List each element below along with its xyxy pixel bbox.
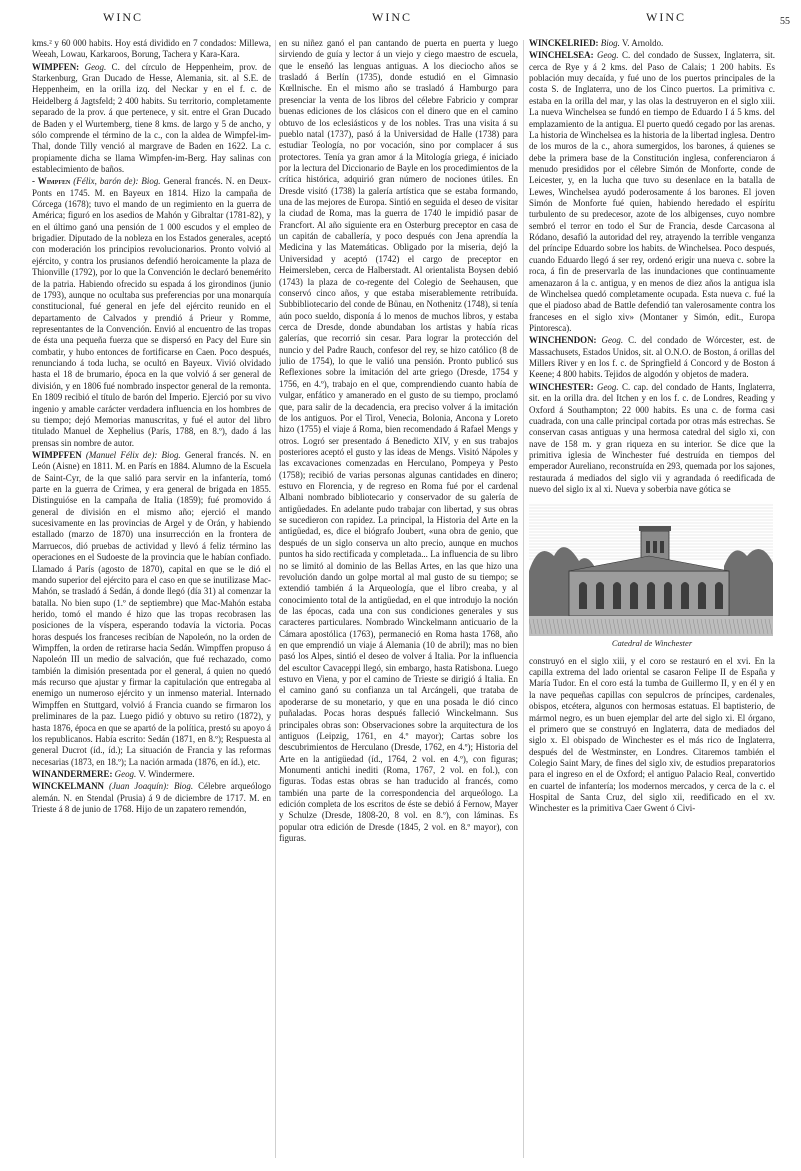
entry-headword: - Wimpfen	[32, 176, 71, 187]
column-left	[32, 38, 271, 1162]
entry-headword: WINCKELMANN	[32, 781, 104, 792]
entry-text: C. cap. del condado de Hants, Inglaterra, sit. en la orilla dra. del Itchen y en los f. c. de Londres, Reading y Oxford á Southampton; 22 000 habits. Es una c. de forma casi cuadrada, con una calle principal cortada por otras más estrechas. Se conservan casas antiguas y una hermosa catedral del siglo xi, con nave de 158 m. y gran riqueza en su interior. Se dice que la primitiva iglesia de Winchester fué destruída en tiempos del emperador Aureliano, reconstruída en 293, quemada por los sajones, restaurada á mediados del siglo vii y agrandada ó reedificada de nuevo del siglo ix al xi. Nueva y soberbia nave gótica se	[529, 381, 775, 495]
entry-text: kms.² y 60 000 habits. Hoy está dividido en 7 condados: Millewa, Weeah, Lowau, Karkaroos, Borung, Tachera y Kara-Kara.	[32, 38, 271, 60]
dictionary-entry	[32, 176, 271, 449]
column-rule	[523, 40, 524, 1158]
entry-headword: WIMPFFEN	[32, 449, 82, 460]
entry-headword: WINANDERMERE:	[32, 769, 113, 779]
dictionary-entry	[529, 50, 775, 334]
entry-category: (Félix, barón de): Biog.	[73, 176, 161, 187]
entry-text: General francés. N. en León (Aisne) en 1811. M. en París en 1884. Alumno de la Escuela de Saint-Cyr, de la que salió para servir en la infantería, tomó parte en la guerra de Crimea, y era general de brigada en 1855. Distinguióse en la campaña de Italia (1859); fué promovido á general de división en el mismo año; ejerció el mando sucesivamente en las provincias de Argel y de Orán, y habiendo estallado (marzo de 1870) una insurrección en la frontera de Marruecos, dió pruebas de actividad y llevó á feliz término las operaciones en el Sudoeste de la provincia que le habían confiado. Llamado á París (agosto de 1870), capital en que se le dió el mando superior del ejército para el caso en que se inutilizase Mac-Mahón, se trasladó á Sedán, á donde llegó (día 31) al comenzar la batalla. No bien supo (1.º de septiembre) que Mac-Mahón estaba herido, tomó el mando é hizo que las tropas recobrasen las posiciones de la víspera, esperando todavía la victoria. Pocas horas después los franceses recibían de Napoleón, no la orden de Wimpffen, la orden de retirarse hacia Sedán. Wimpffen propuso á Napoleón III un medio de salvación, que fué rechazado, como también la dimisión presentada por el general, á quien no quedó más recurso que ajustar y firmar la capitulación que entregaba al enemigo un numeroso ejército y un inmenso material. Internado Wimpffen en Stuttgard, volvió á Francia cuando se firmaron los preliminares de la paz. Luego pidió y obtuvo su retiro (1872), y hasta 1876, época en que se apartó de la política, prestó su apoyo á los republicanos. Había escrito: Sedán (1871, en 8.º); Respuesta al general Ducrot (íd., íd.); La situación de Francia y las reformas necesarias (1873, en 18.º); La nación armada (1876, en íd.), etc.	[32, 449, 271, 767]
figure	[529, 501, 773, 636]
column-right	[529, 38, 775, 1162]
dictionary-entry	[529, 335, 775, 380]
entry-continuation	[279, 38, 518, 845]
entry-headword: WINCHESTER:	[529, 381, 594, 392]
entry-continuation	[529, 656, 775, 815]
entry-text: en su niñez ganó el pan cantando de puerta en puerta y luego sirviendo de guía y lector á un viejo y ciego maestro de escuela, que le enseñó las lenguas antiguas. A los dieciocho años se trasladó á Berlín (1735), donde estudió en el Gimnasio Kœllnische. En el mismo año se trasladó á Hamburgo para presenciar la venta de los libros del célebre Fabricio y comprar buenas ediciones de los clásicos con el dinero que en el camino obtuvo de los eclesiásticos y de los nobles. Tras una visita á su pueblo natal (1737), pasó á la Universidad de Halle (1738) para estudiar Teología, no por vocación, sino por complacer á sus protectores. Tenía ya gran amor á la Mitología griega, é iniciado por la lectura del Diccionario de Bayle en los procedimientos de la crítica histórica, adquirió gran número de nociones útiles. En Dresde visitó (1738) la galería artística que se estaba formando, una de las mejores de Europa. Sintió en seguida el deseo de visitar la ciudad de Roma, mas la guerra de 1740 le impidió pasar de Francfort. Al año siguiente era en Osterburg preceptor en casa de un capitán de caballería, y poco después con Jena aprendía la Medicina y las Matemáticas. Obligado por la miseria, dejó la Universidad y aceptó (1742) el cargo de preceptor en Heimersleben, cerca de Halberstadt. Al orientalista Boysen debió (1743) la plaza de co-regente del Colegio de Seehausen, que conservó cinco años, y que estaba miserablemente retribuída. Subbibliotecario del conde de Bünau, en Nothenitz (1748), si tenía aún poco sueldo, disponía á lo menos de muchos libros, y estaba cerca de Dresde, donde abundaban los artistas y había ricas galerías, que recorrió sin cesar. Para lograr la protección del nuncio y del Padre Rauch, confesor del rey, se hizo católico (8 de julio de 1754), lo que le valió una pensión. Pronto publicó sus Reflexiones sobre la imitación del arte griego (Dresde, 1754 y 1756, en 4.º), trabajo en el que, comprendiendo cuanto había de vulgar, enfático y amanerado en el gusto de su tiempo, proclamó que, para salir de la decadencia, era preciso volver á la imitación de los antiguos. Por el Tirol, Venecia, Bolonia, Ancona y Loreto hizo (1755) el viaje á Roma, bien recomendado á Rafael Mengs y otros. Logró ser presentado á Benedicto XIV, y en sus trabajos posteriores aceptó el gusto y las ideas de Mengs. Visitó Nápoles y las excavaciones comenzadas en Herculano, Pompeya y Pesto (1758); recibió de varias personas algunas cantidades en dinero; estuvo en Florencia, y de regreso en Roma fué por el cardenal Albani nombrado bibliotecario y conservador de su galería de antigüedades. En adelante pudo trabajar con libertad, y sus obras se sucedieron con rapidez. La principal, la Historia del Arte en la antigüedad, es, dice el biógrafo Joubert, «una obra de genio, que después de un siglo conserva un alto precio, aunque en muchos puntos ha sido rectificada y completada... La influencia de su libro no se limitó al dominio de las Bellas Artes, en las que hizo una revolución dando un golpe mortal al mal gusto de su tiempo; se extendió también á la Arqueología, que el libro creaba, y al conocimiento total de la antigüedad, en el que introdujo la noción de las épocas, cada una con sus condiciones generales y sus caracteres particulares. Nombrado Winckelmann anticuario de la Cámara apostólica (1763), permaneció en Roma hasta 1768, año en que emprendió un viaje á Alemania (10 de abril); mas no bien pasó los Alpes, sintió el deseo de volver á Italia. Por la influencia del escultor Cavaceppi llegó, sin embargo, hasta Ratisbona. Luego estuvo en Viena, y por el camino de Trieste se dirigió á Italia. En el camino ganó su confianza un tal Arcángeli, que trataba de apoderarse de su monetario, y que en una posada le dió cinco puñaladas. Pocas horas después falleció Winckelmann. Sus principales obras son: Observaciones sobre la arquitectura de los antiguos (Leipzig, 1761, en 4.º mayor); Cartas sobre los descubrimientos de Herculano (Dresde, 1762, en 4.º); Historia del Arte en la antigüedad (íd., 1764, 2 vol. en 4.º), con figuras; Monumenti antichi inediti (Roma, 1767, 2 vol. en fol.), con figuras. Todas estas obras se han traducido al francés, como también una parte de la correspondencia del arqueólogo. La edición completa de los escritos de éste se debió á Fernow, Mayer y Schulze (Dresde, 1808-20, 8 vol. en 8.º), con láminas. Es popular otra edición de Dresde (1845, 2 vol. en 8.º mayor), con figuras.	[279, 38, 518, 844]
dictionary-entry	[529, 38, 775, 49]
page-number: 55	[780, 16, 790, 27]
entry-text: C. del círculo de Heppenheim, prov. de Starkenburg, Gran Ducado de Hesse, Alemania, sit. al S.E. de Heppenheim, en la orilla izq. del Neckar y en el f. c. de Heidelberg á Jagtsfeld; 2 400 habits. Su territorio, completamente separado de la prov. á que pertenece, y sit. entre el Gran Ducado de Baden y el Wurtemberg, tiene 8 kms. de largo y 5 de ancho, y sólo comprende el término de la c., con la aldea de Wimpfel-im-Thal, donde Tilly venció al margrave de Baden en 1622. La c. propiamente dicha se llama Wimpfen-im-Berg. Hay salinas con establecimiento de baños.	[32, 61, 271, 174]
entry-text: construyó en el siglo xiii, y el coro se restauró en el xvi. En la capilla extrema del lado oriental se casaron Felipe II de España y María Tudor. En el coro está la tumba de Guillermo II, y en él y en la nave pequeñas capillas con sepulcros de príncipes, cardenales, obispos, etcétera, algunos con hermosas estatuas. El baptisterio, de mármol negro, es un buen ejemplar del arte del siglo xi. El órgano, el primero que se construyó en Inglaterra, data de mediados del siglo x. El obispado de Winchester es el más rico de Inglaterra, después del de Westminster, en Londres. Citaremos también el Colegio Saint Mary, de fines del siglo xiv, de estudios preparatorios para el ingreso en el de Oxford; el antiguo Palacio Real, convertido en cuartel de infantería; los modernos mercados, y cerca de la c. el Hospital de Santa Cruz, del siglo xii, reedificado en el xv. Winchester es la primitiva Caer Gwent ó Civi-	[529, 655, 775, 814]
entry-category: Biog.	[600, 38, 620, 48]
dictionary-entry	[32, 450, 271, 768]
figure-caption: Catedral de Winchester	[611, 638, 693, 649]
running-head-left: WINC	[103, 10, 143, 24]
dictionary-entry	[32, 769, 271, 780]
dictionary-entry	[32, 62, 271, 176]
entry-headword: WINCHENDON:	[529, 335, 597, 346]
entry-category: Geog.	[601, 335, 624, 346]
entry-text: V. Arnoldo.	[621, 38, 664, 48]
entry-headword: WINCHELSEA:	[529, 50, 594, 61]
entry-category: (Manuel Félix de): Biog.	[85, 449, 181, 460]
running-head-right: WINC	[646, 10, 686, 24]
entry-headword: WIMPFEN:	[32, 61, 80, 72]
entry-text: C. del condado de Wórcester, est. de Massachusets, Estados Unidos, sit. al O.N.O. de Boston, á orillas del Millers River y en los f. c. de Springfield á Concord y de Boston á Keene; 4 800 habits. Tejidos de algodón y objetos de madera.	[529, 335, 775, 380]
entry-text: General francés. N. en Deux-Ponts en 1745. M. en Bayeux en 1814. Hizo la campaña de Córcega (1678); tuvo el mando de un regimiento en la guerra de América; figuró en los asedios de Mahón y Gibraltar (1781-82), y en el último ganó una pensión de 1 000 escudos y el empleo de brigadier. Diputado de la nobleza en los Estados generales, aceptó con moderación los principios revolucionarios. Pronto volvió al ejército, y contra los prusianos defendió heroicamente la plaza de Thionville (1792), por lo que la Convención le declaró benemérito de la patria. Habiendo ofrecido su espada á los girondinos (junio de 1793), aunque no ocultaba sus preferencias por una monarquía constitucional, fué general en jefe del ejército reunido en el departamento de Calvados y prendió á Prieur y Romme, representantes de la Convención. Envió al encuentro de las tropas de ésta una pequeña fuerza que se dispersó en Pacy del Eure sin combatir, y hubo entonces de fortificarse en Caen. Poco después, renunciando á toda lucha, se ocultó en Bayeux. Vivió olvidado hasta el 18 de brumario, época en la que volvió á ser general de división, y en 1806 fué nombrado inspector general de la remonta. En 1809 recibió el título de barón del Imperio. Ejerció por su vivo ingenio y amable carácter verdadera influencia en los hombres de su tiempo; dejó Memorias manuscritas, y fué el autor del libro titulado Manuel de Xephelius (París, 1788, en 8.º), dado á las prensas sin nombre de autor.	[32, 176, 271, 448]
entry-category: Geog.	[596, 381, 619, 392]
entry-category: (Juan Joaquín): Biog.	[108, 781, 194, 792]
entry-headword: WINCKELRIED:	[529, 38, 599, 48]
entry-continuation	[32, 38, 271, 61]
cathedral-illustration	[529, 501, 773, 636]
entry-category: Geog.	[114, 769, 137, 779]
column-rule	[275, 40, 276, 1158]
dictionary-entry	[32, 781, 271, 815]
entry-category: Geog.	[84, 61, 107, 72]
entry-text: V. Windermere.	[138, 769, 195, 779]
entry-text: Célebre arqueólogo alemán. N. en Stendal (Prusia) á 9 de diciembre de 1717. M. en Trieste á 8 de junio de 1768. Hijo de un zapatero remendón,	[32, 781, 271, 815]
running-head-center: WINC	[372, 10, 412, 24]
dictionary-entry	[529, 382, 775, 496]
entry-text: C. del condado de Sussex, Inglaterra, sit. cerca de Rye y á 2 kms. del Paso de Calais; 1 200 habits. Es población muy decaída, y fué uno de los puertos principales de la costa S. de Inglaterra, uno de los Cinco puertos. La primitiva c. estaba en la orilla del mar, y las olas la destruyeron en el siglo xiii. La nueva Winchelsea se fundó en tiempo de Eduardo I á 5 kms. del emplazamiento de la antigua. El puerto quedó cegado por las arenas. La historia de Winchelsea es la historia de la libertad inglesa. Dentro de los muros de la c., ahora sumergidos, los barones, á quienes se debe la primera base de la Constitución inglesa, conferenciaron á menudo presididos por el célebre Simón de Monforte, conde de Leicester, y, en la lucha que tuvo su desenlace en la batalla de Lewes, Winchelsea ayudó poderosamente á los barones. El joven Simón de Monforte fué quien, habiendo heredado el espíritu turbulento de su predecesor, azote de los albigenses, cuyo nombre sembró el terror en todo el Sur de Francia, desde Carcasona al Ródano, desafió la autoridad del rey, atrayendo la terrible venganza del príncipe Eduardo sobre los habits. de Winchelsea. Poco después, cuando Eduardo llegó á ser rey, ordenó erigir una nueva c. sobre la roca, á fin de preservarla de las inundaciones que continuamente amenazaron á la c. antigua, y en menos de diez años la antigua isla de Winchelsea quedó completamente ocupada. Esta nueva c. fué la que el piadoso abad de Battle defendió tan valerosamente contra los franceses en el siglo xiv» (Montaner y Simón, edit., Europa Pintoresca).	[529, 50, 775, 333]
entry-category: Geog.	[596, 50, 619, 61]
column-middle	[279, 38, 518, 1162]
